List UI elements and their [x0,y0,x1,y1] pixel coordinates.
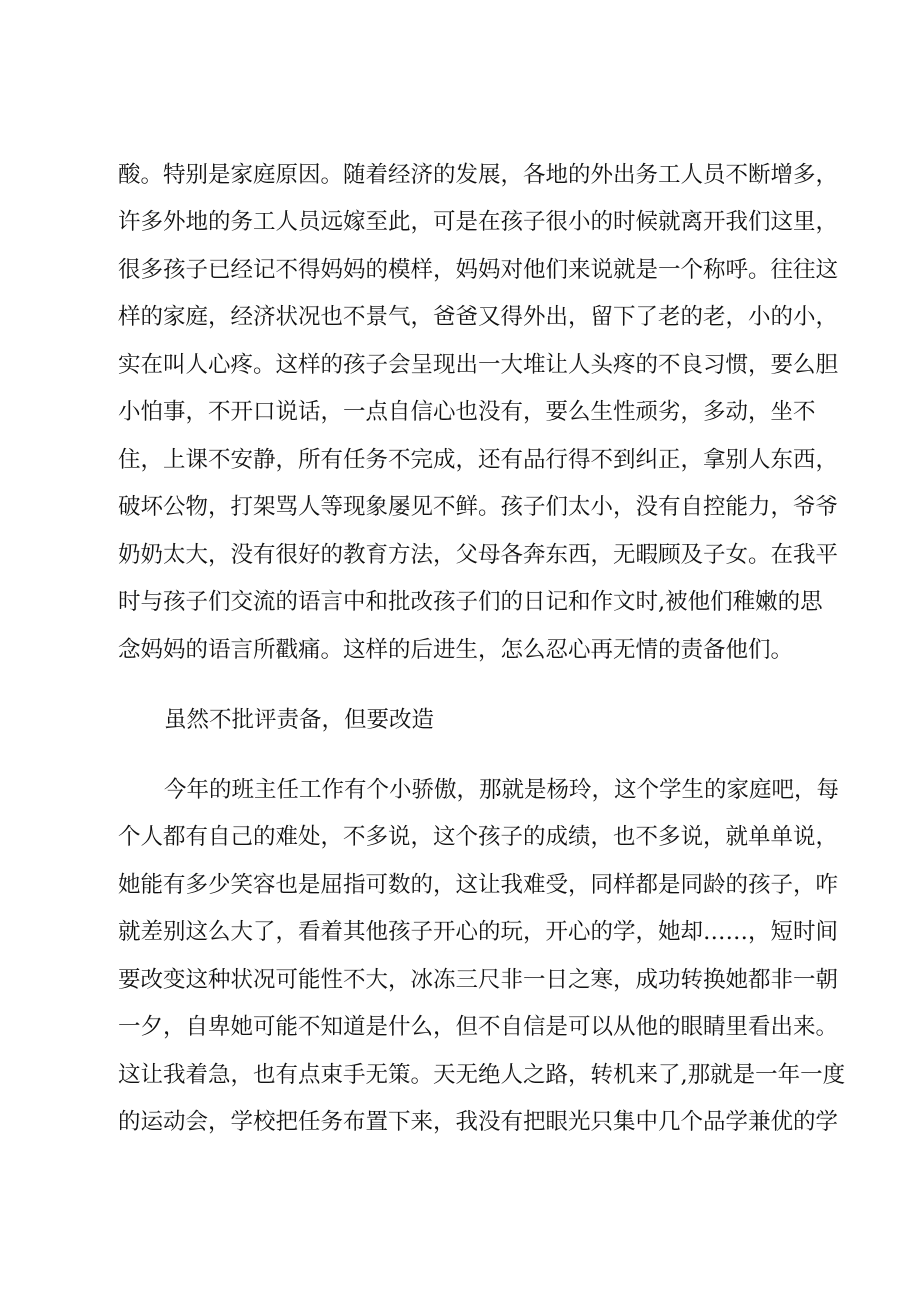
section-heading: 虽然不批评责备，但要改造 [164,707,435,733]
text-line: 个人都有自己的难处，不多说，这个孩子的成绩，也不多说，就单单说， [118,824,839,850]
text-line: 样的家庭，经济状况也不景气，爸爸又得外出，留下了老的老，小的小， [118,304,839,330]
text-line: 破坏公物，打架骂人等现象屡见不鲜。孩子们太小，没有自控能力，爷爷 [118,494,839,520]
text-line: 念妈妈的语言所戳痛。这样的后进生，怎么忍心再无情的责备他们。 [118,637,794,663]
text-line: 今年的班主任工作有个小骄傲，那就是杨玲，这个学生的家庭吧，每 [164,777,840,803]
text-line: 要改变这种状况可能性不大，冰冻三尺非一日之寒，成功转换她都非一朝 [118,967,839,993]
text-line: 住，上课不安静，所有任务不完成，还有品行得不到纠正，拿别人东西， [118,447,839,473]
text-line: 酸。特别是家庭原因。随着经济的发展，各地的外出务工人员不断增多， [118,162,839,188]
text-line: 就差别这么大了，看着其他孩子开心的玩，开心的学，她却……，短时间 [118,919,839,945]
text-line: 奶奶太大，没有很好的教育方法，父母各奔东西，无暇顾及子女。在我平 [118,542,839,568]
text-line: 小怕事，不开口说话，一点自信心也没有，要么生性顽劣，多动，坐不 [118,399,816,425]
text-line: 这让我着急，也有点束手无策。天无绝人之路，转机来了,那就是一年一度 [118,1062,846,1088]
text-line: 一夕，自卑她可能不知道是什么，但不自信是可以从他的眼睛里看出来。 [118,1014,839,1040]
text-line: 时与孩子们交流的语言中和批改孩子们的日记和作文时,被他们稚嫩的思 [118,589,823,615]
text-line: 的运动会，学校把任务布置下来，我没有把眼光只集中几个品学兼优的学 [118,1109,839,1135]
text-line: 许多外地的务工人员远嫁至此，可是在孩子很小的时候就离开我们这里， [118,209,839,235]
text-line: 她能有多少笑容也是屈指可数的，这让我难受，同样都是同龄的孩子，咋 [118,872,839,898]
text-line: 很多孩子已经记不得妈妈的模样，妈妈对他们来说就是一个称呼。往往这 [118,257,839,283]
text-line: 实在叫人心疼。这样的孩子会呈现出一大堆让人头疼的不良习惯，要么胆 [118,352,839,378]
